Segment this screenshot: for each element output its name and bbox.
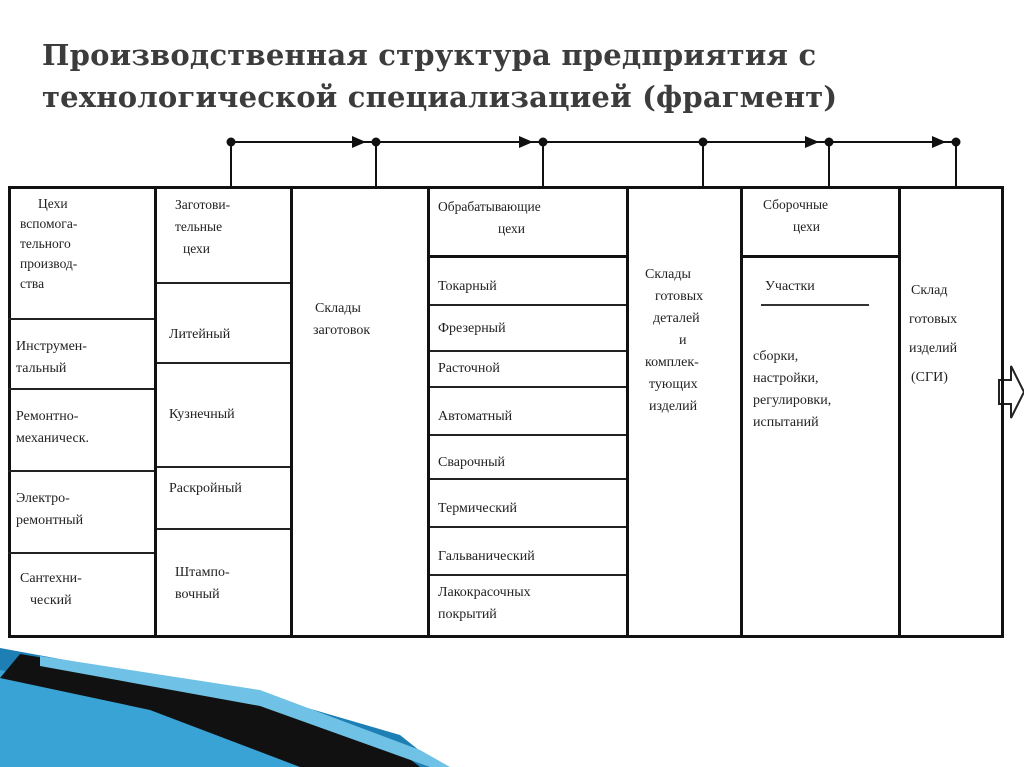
junction-dot bbox=[372, 138, 381, 147]
shop-welding: Сварочный bbox=[430, 436, 626, 480]
shop-galvanic: Гальванический bbox=[430, 528, 626, 576]
arrow-icon bbox=[932, 136, 946, 148]
slide-corner-decoration bbox=[0, 640, 1024, 767]
shop-stamping: Штампо- вочный bbox=[175, 565, 230, 602]
shop-milling: Фрезерный bbox=[430, 306, 626, 352]
title-line-1: Производственная структура предприятия с bbox=[42, 38, 817, 72]
blank-store-column: Склады заготовок bbox=[293, 186, 430, 638]
shop-foundry: Литейный bbox=[157, 284, 290, 364]
finished-store-column: Склад готовых изделий (СГИ) bbox=[909, 283, 958, 385]
arrow-icon bbox=[805, 136, 819, 148]
shop-cutting: Раскройный bbox=[157, 468, 290, 530]
assembly-shops-column bbox=[743, 186, 901, 638]
junction-dot bbox=[699, 138, 708, 147]
arrow-icon bbox=[352, 136, 366, 148]
blank-shops-column bbox=[157, 186, 293, 638]
parts-store-column: Склады готовых деталей и комплек- тующих изделий bbox=[629, 186, 743, 638]
auxiliary-shops-column bbox=[8, 186, 157, 638]
processing-shops-header: Обрабатывающие цехи bbox=[430, 186, 626, 258]
shop-turning: Токарный bbox=[430, 258, 626, 306]
assembly-sections-list: сборки, настройки, регулировки, испытаний bbox=[753, 349, 832, 430]
auxiliary-shops-header: Цехи вспомога- тельного производ- ства bbox=[8, 186, 154, 320]
junction-dot bbox=[825, 138, 834, 147]
shop-tool: Инструмен- тальный bbox=[8, 320, 154, 390]
sections-label: Участки bbox=[765, 279, 815, 294]
shop-plumbing: Сантехни- ческий bbox=[20, 571, 82, 608]
shop-paint-coating: Лакокрасочных покрытий bbox=[438, 585, 531, 622]
sections-underline bbox=[761, 304, 869, 306]
assembly-shops-header: Сборочные цехи bbox=[743, 186, 898, 258]
shop-automatic: Автоматный bbox=[430, 388, 626, 436]
shop-forging: Кузнечный bbox=[157, 364, 290, 468]
shop-boring: Расточной bbox=[430, 352, 626, 388]
shop-electro-repair: Электро- ремонтный bbox=[8, 472, 154, 554]
shop-thermal: Термический bbox=[430, 480, 626, 528]
arrow-icon bbox=[519, 136, 533, 148]
junction-dot bbox=[227, 138, 236, 147]
shop-repair-mechanical: Ремонтно- механическ. bbox=[8, 390, 154, 472]
junction-dot bbox=[539, 138, 548, 147]
processing-shops-column bbox=[430, 186, 629, 638]
title-line-2: технологической специализацией (фрагмент) bbox=[42, 80, 838, 114]
blank-shops-header: Заготови- тельные цехи bbox=[157, 186, 290, 284]
junction-dot bbox=[952, 138, 961, 147]
